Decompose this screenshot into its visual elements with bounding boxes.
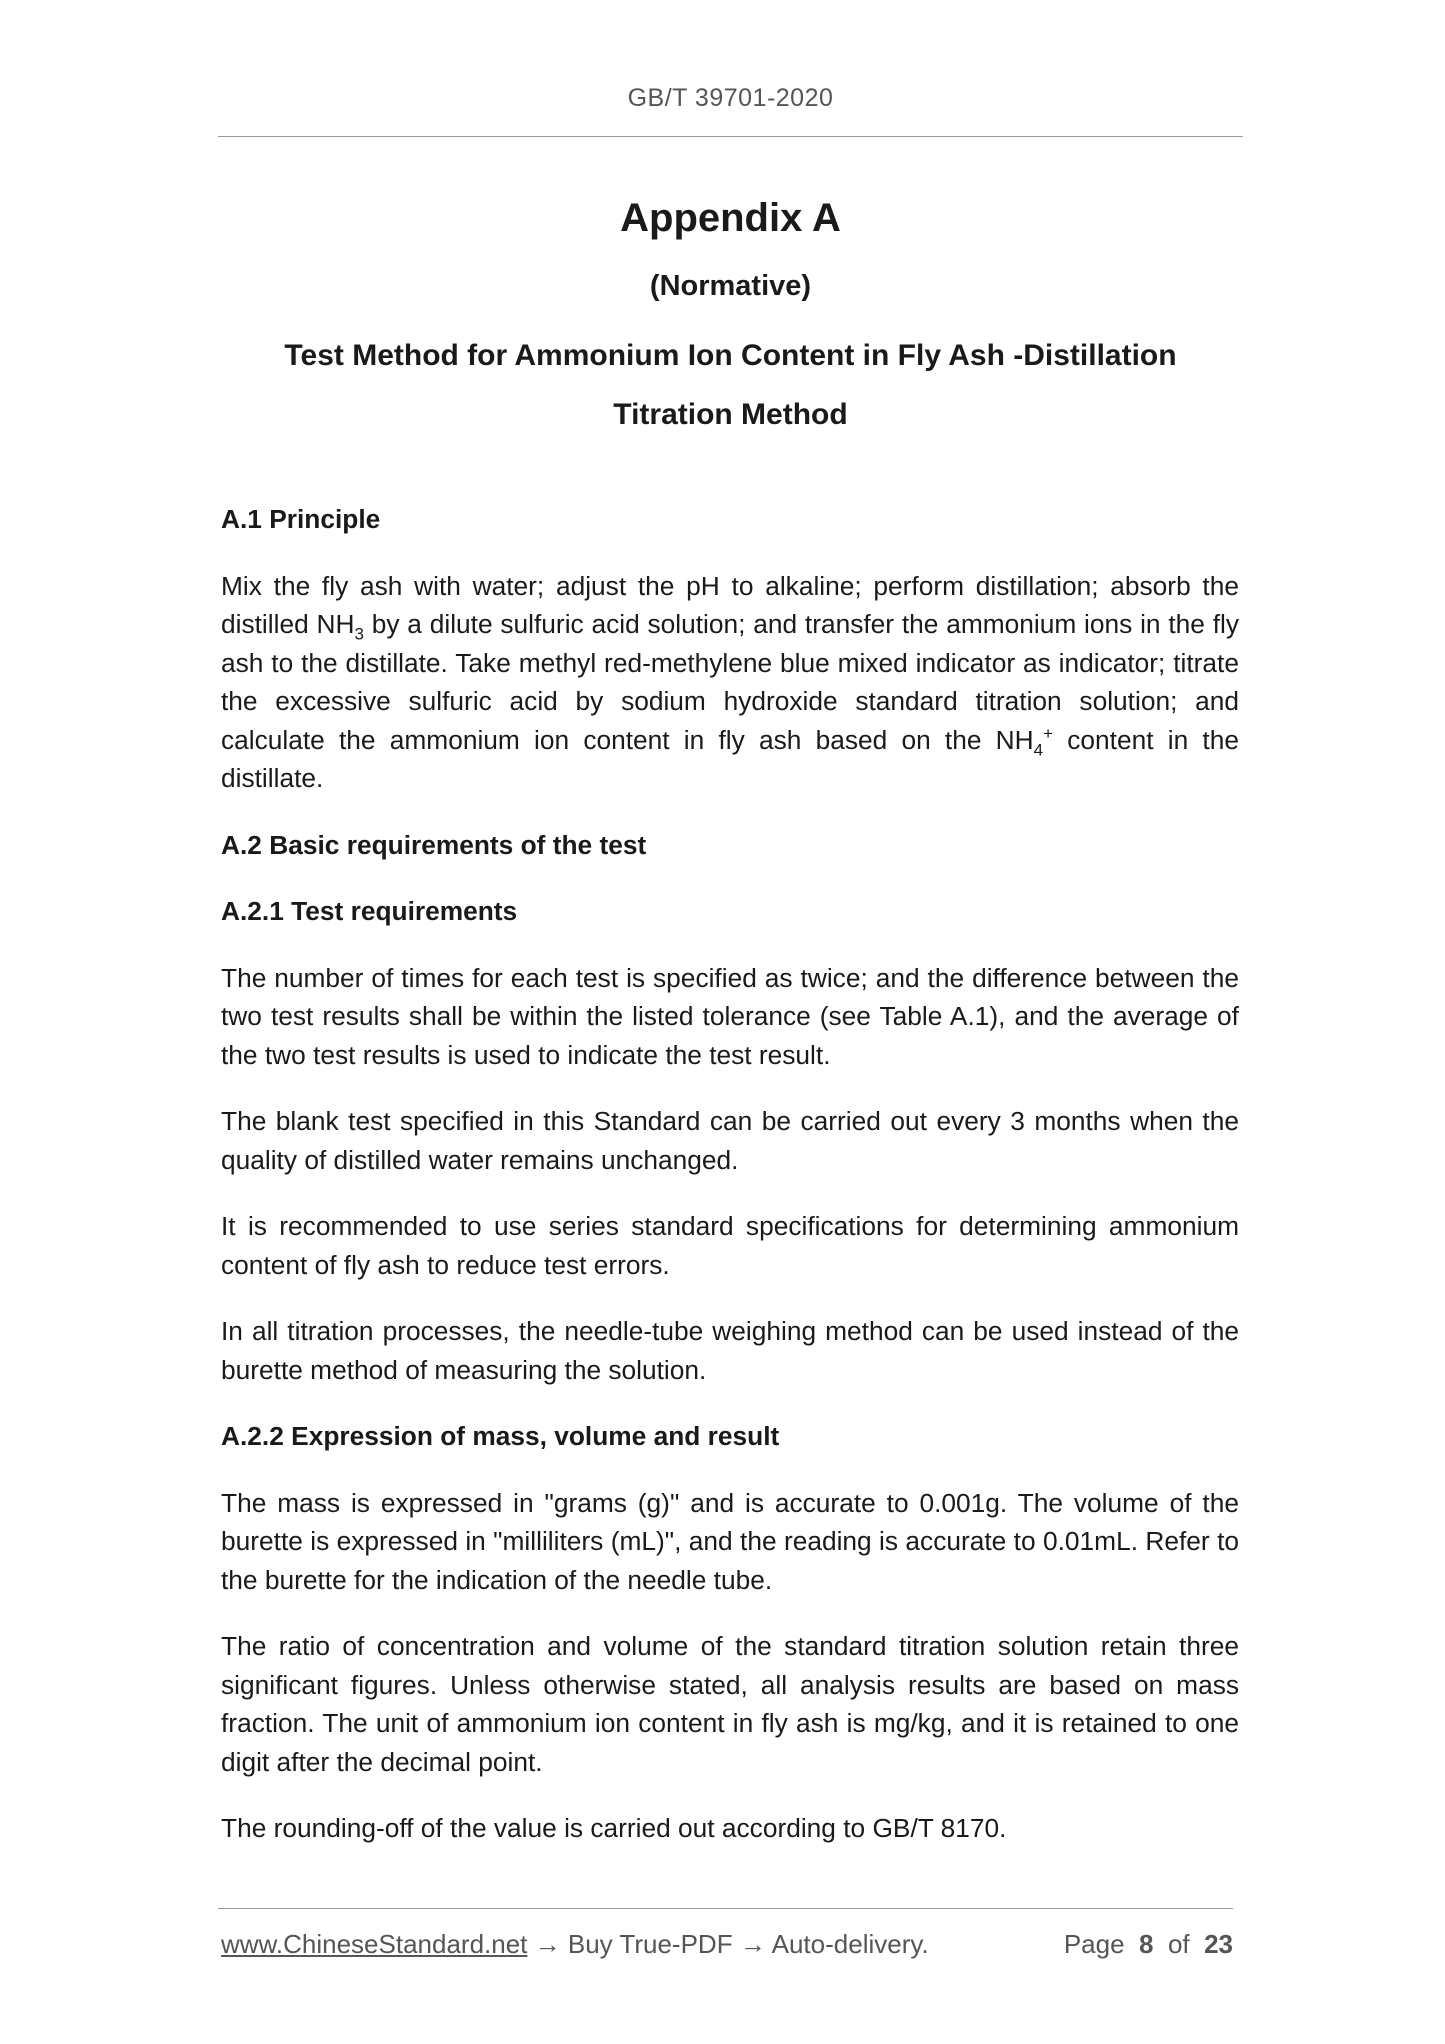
page-indicator bbox=[1064, 1929, 1233, 1960]
header-divider bbox=[218, 136, 1243, 137]
total-page-number: 23 bbox=[1204, 1929, 1233, 1959]
appendix-title: Appendix A bbox=[620, 196, 841, 240]
arrow-right-icon: → bbox=[739, 1929, 766, 1959]
principle-text-1: Mix the fly ash with water; adjust the pH to alkaline; perform distillation; absorb the distilled NH bbox=[221, 570, 1239, 639]
nh3-subscript: 3 bbox=[354, 624, 364, 644]
expression-paragraph-1: The mass is expressed in "grams (g)" and is accurate to 0.001g. The volume of the burette is expressed in "milliliters (mL)", and the reading is accurate to 0.01mL. Refer to the burette for the indication of the needle tube. bbox=[221, 1487, 1239, 1595]
current-page-number: 8 bbox=[1139, 1929, 1154, 1959]
method-title-line-2: Titration Method bbox=[613, 398, 848, 431]
section-heading-a22: A.2.2 Expression of mass, volume and result bbox=[221, 1421, 780, 1451]
test-requirements-paragraph-1: The number of times for each test is specified as twice; and the difference between the two test results shall be within the listed tolerance (see Table A.1), and the average of the two test results is used to indicate the test result. bbox=[221, 962, 1239, 1070]
nh4-superscript: + bbox=[1043, 723, 1054, 743]
expression-paragraph-3: The rounding-off of the value is carried out according to GB/T 8170. bbox=[221, 1813, 1007, 1843]
of-label: of bbox=[1167, 1929, 1190, 1959]
document-body bbox=[221, 500, 1239, 1876]
arrow-right-icon: → bbox=[534, 1929, 561, 1959]
principle-paragraph bbox=[221, 567, 1239, 798]
test-requirements-paragraph-4: In all titration processes, the needle-tube weighing method can be used instead of the burette method of measuring the solution. bbox=[221, 1316, 1239, 1385]
section-heading-a1: A.1 Principle bbox=[221, 504, 381, 534]
auto-delivery-text: Auto-delivery. bbox=[771, 1929, 929, 1959]
nh4-subscript: 4 bbox=[1033, 739, 1044, 759]
document-header-standard-number: GB/T 39701-2020 bbox=[627, 84, 834, 112]
section-heading-a21: A.2.1 Test requirements bbox=[221, 896, 518, 926]
footer-promo bbox=[221, 1929, 929, 1960]
method-title bbox=[218, 326, 1243, 444]
test-requirements-paragraph-3: It is recommended to use series standard specifications for determining ammonium content of fly ash to reduce test errors. bbox=[221, 1211, 1239, 1280]
page-label: Page bbox=[1063, 1929, 1125, 1959]
test-requirements-paragraph-2: The blank test specified in this Standard can be carried out every 3 months when the quality of distilled water remains unchanged. bbox=[221, 1106, 1239, 1175]
normative-label: (Normative) bbox=[649, 270, 812, 302]
principle-text-3: content in the distillate. bbox=[221, 724, 1239, 793]
footer-divider bbox=[218, 1908, 1233, 1909]
method-title-line-1: Test Method for Ammonium Ion Content in Fly Ash -Distillation bbox=[284, 339, 1177, 372]
buy-pdf-text: Buy True-PDF bbox=[567, 1929, 733, 1959]
section-heading-a2: A.2 Basic requirements of the test bbox=[221, 829, 647, 860]
expression-paragraph-2: The ratio of concentration and volume of the standard titration solution retain three significant figures. Unless otherwise stated, all analysis results are based on mass fraction. The unit of ammonium ion content in fly ash is mg/kg, and it is retained to one digit after the decimal point. bbox=[221, 1631, 1239, 1777]
website-link[interactable]: www.ChineseStandard.net bbox=[221, 1929, 528, 1959]
principle-text-2: by a dilute sulfuric acid solution; and transfer the ammonium ions in the fly ash to the distillate. Take methyl red-methylene blue mixed indicator as indicator; titrate the excessive sulfuric acid by sodium hydroxide standard titration solution; and calculate the ammonium ion content in fly ash based on the NH bbox=[221, 609, 1239, 755]
